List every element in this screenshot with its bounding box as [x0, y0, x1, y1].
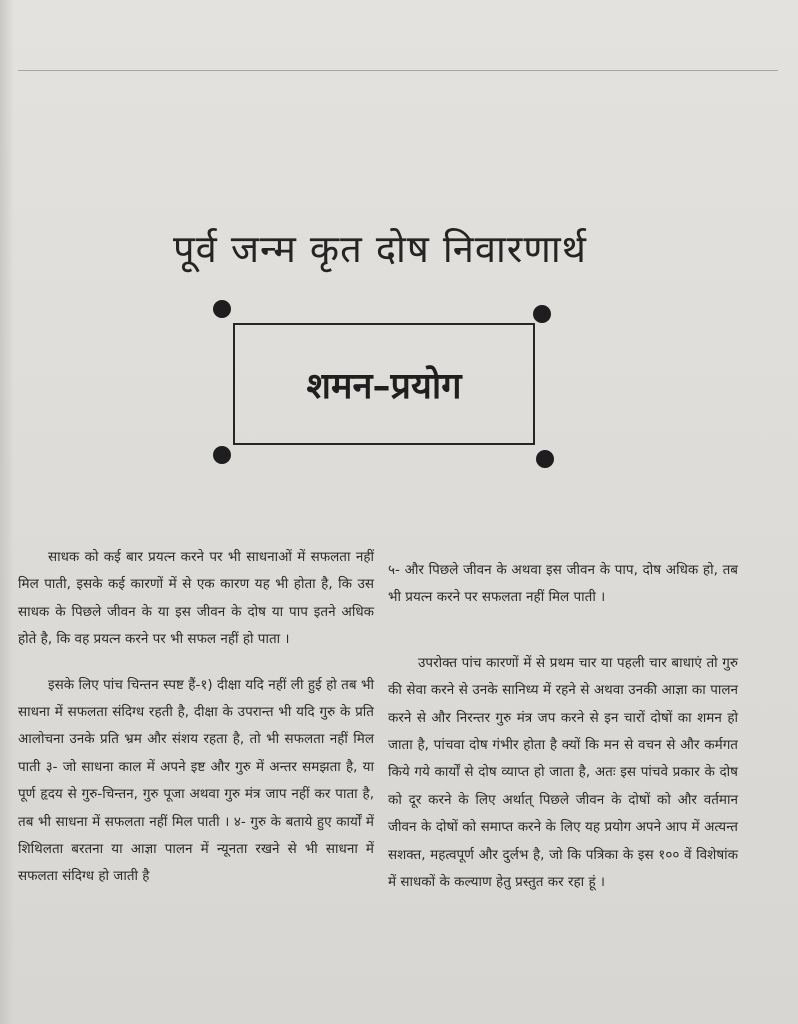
corner-dot-top-right — [533, 305, 551, 323]
corner-dot-top-left — [213, 300, 231, 318]
top-divider — [18, 70, 778, 71]
left-paragraph-1: साधक को कई बार प्रयत्न करने पर भी साधनाओं में सफलता नहीं मिल पाती, इसके कई कारणों में से एक कारण यह भी होता है, कि उस साधक के पिछले जीवन के या इस जीवन के दोष या पाप इतने अधिक होते है, कि वह प्रयत्न करने पर भी सफल नहीं हो पाता । — [18, 549, 374, 648]
corner-dot-bottom-left — [213, 446, 231, 464]
right-column — [388, 557, 738, 896]
page-gutter-shadow — [0, 0, 14, 1024]
right-paragraph-2: उपरोक्त पांच कारणों में से प्रथम चार या पहली चार बाधाएं तो गुरु की सेवा करने से उनके सानिध्य में रहने से अथवा उनकी आज्ञा का पालन करने से और निरन्तर गुरु मंत्र जप करने से इन चारों दोषों का शमन हो जाता है, पांचवा दोष गंभीर होता है क्यों कि मन से वचन से और कर्मगत किये गये कार्यों से दोष व्याप्त हो जाता है, अतः इस पांचवे प्रकार के दोष को दूर करने के लिए अर्थात् पिछले जीवन के दोषों को और वर्तमान जीवन के दोषों को समाप्त करने के लिए यह प्रयोग अपने आप में अत्यन्त सशक्त, महत्वपूर्ण और दुर्लभ है, जो कि पत्रिका के इस १०० वें विशेषांक में साधकों के कल्याण हेतु प्रस्तुत कर रहा हूं । — [388, 654, 738, 891]
right-paragraph-1: ५- और पिछले जीवन के अथवा इस जीवन के पाप, दोष अधिक हो, तब भी प्रयत्न करने पर सफलता नहीं मिल पाती । — [388, 562, 738, 606]
article-title: पूर्व जन्म कृत दोष निवारणार्थ — [173, 227, 587, 271]
corner-dot-bottom-right — [536, 450, 554, 468]
left-column — [18, 544, 374, 891]
box-title: शमन–प्रयोग — [306, 366, 462, 407]
left-paragraph-2: इसके लिए पांच चिन्तन स्पष्ट हैं-१) दीक्षा यदि नहीं ली हुई हो तब भी साधना में सफलता संदिग्ध रहती है, दीक्षा के उपरान्त भी यदि गुरु के प्रति आलोचना उनके प्रति भ्रम और संशय रहता है, तो भी सफलता नहीं मिल पाती ३- जो साधना काल में अपने इष्ट और गुरु में अन्तर समझता है, या पूर्ण हृदय से गुरु-चिन्तन, गुरु पूजा अथवा गुरु मंत्र जाप नहीं कर पाता है, तब भी साधना में सफलता नहीं मिल पाती । ४- गुरु के बताये हुए कार्यों में शिथिलता बरतना या आज्ञा पालन में न्यूनता रखने से भी साधना में सफलता संदिग्ध हो जाती है — [18, 676, 374, 885]
